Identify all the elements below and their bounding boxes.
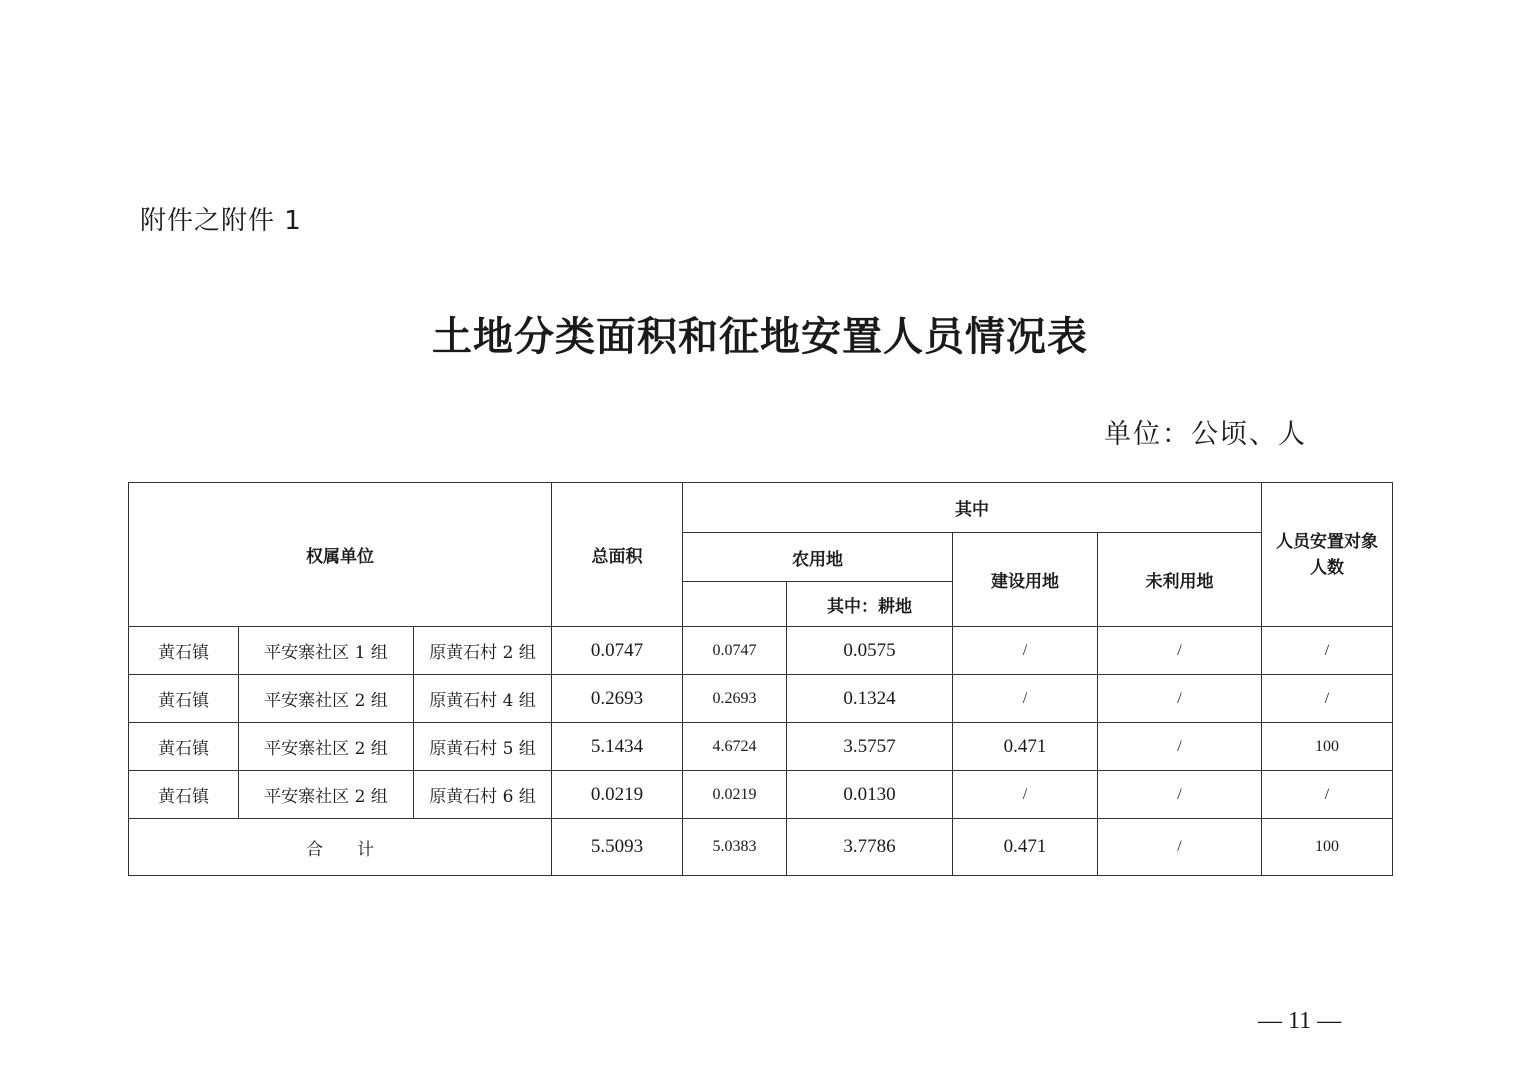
page-number: — 11 —: [1258, 1008, 1342, 1034]
cell-agri: 0.2693: [683, 675, 787, 723]
cell-town: 黄石镇: [129, 675, 239, 723]
total-agri-value: 5.0383: [683, 819, 787, 876]
cell-unused: /: [1098, 723, 1262, 771]
total-label: 合 计: [129, 819, 552, 876]
unit-label: 单位：公顷、人: [1104, 419, 1307, 450]
cell-resettle: 100: [1262, 723, 1393, 771]
total-unused-value: /: [1098, 819, 1262, 876]
cell-unused: /: [1098, 627, 1262, 675]
cell-total: 0.0747: [552, 627, 683, 675]
cell-construction: /: [953, 675, 1098, 723]
cell-village: 原黄石村 2 组: [414, 627, 552, 675]
total-cultivated-value: 3.7786: [787, 819, 953, 876]
cell-cultivated: 0.0130: [787, 771, 953, 819]
cell-village: 原黄石村 4 组: [414, 675, 552, 723]
cell-construction: /: [953, 771, 1098, 819]
header-owner: 权属单位: [129, 483, 552, 627]
land-table: [128, 482, 1393, 876]
total-resettle-value: 100: [1262, 819, 1393, 876]
cell-town: 黄石镇: [129, 627, 239, 675]
header-among: 其中: [683, 483, 1262, 533]
cell-community: 平安寨社区 1 组: [239, 627, 414, 675]
cell-village: 原黄石村 5 组: [414, 723, 552, 771]
header-construction: 建设用地: [953, 533, 1098, 627]
cell-agri: 0.0747: [683, 627, 787, 675]
cell-total: 0.0219: [552, 771, 683, 819]
cell-community: 平安寨社区 2 组: [239, 771, 414, 819]
header-agri-land: 农用地: [683, 533, 953, 582]
cell-unused: /: [1098, 771, 1262, 819]
cell-community: 平安寨社区 2 组: [239, 675, 414, 723]
total-construction-value: 0.471: [953, 819, 1098, 876]
cell-town: 黄石镇: [129, 771, 239, 819]
cell-resettle: /: [1262, 771, 1393, 819]
total-area-value: 5.5093: [552, 819, 683, 876]
cell-cultivated: 3.5757: [787, 723, 953, 771]
cell-unused: /: [1098, 675, 1262, 723]
cell-agri: 0.0219: [683, 771, 787, 819]
cell-total: 0.2693: [552, 675, 683, 723]
header-unused: 未利用地: [1098, 533, 1262, 627]
cell-construction: /: [953, 627, 1098, 675]
cell-village: 原黄石村 6 组: [414, 771, 552, 819]
header-agri-blank: [683, 582, 787, 627]
header-resettle: 人员安置对象人数: [1262, 483, 1393, 627]
table-row: [129, 723, 1393, 771]
total-row: [129, 819, 1393, 876]
header-cultivated: 其中：耕地: [787, 582, 953, 627]
cell-cultivated: 0.1324: [787, 675, 953, 723]
cell-construction: 0.471: [953, 723, 1098, 771]
attachment-label: 附件之附件 1: [140, 206, 302, 236]
table-row: [129, 675, 1393, 723]
cell-agri: 4.6724: [683, 723, 787, 771]
cell-cultivated: 0.0575: [787, 627, 953, 675]
table-row: [129, 627, 1393, 675]
cell-resettle: /: [1262, 675, 1393, 723]
document-title: 土地分类面积和征地安置人员情况表: [432, 313, 1088, 360]
header-total-area: 总面积: [552, 483, 683, 627]
cell-total: 5.1434: [552, 723, 683, 771]
cell-resettle: /: [1262, 627, 1393, 675]
table-row: [129, 771, 1393, 819]
cell-community: 平安寨社区 2 组: [239, 723, 414, 771]
cell-town: 黄石镇: [129, 723, 239, 771]
